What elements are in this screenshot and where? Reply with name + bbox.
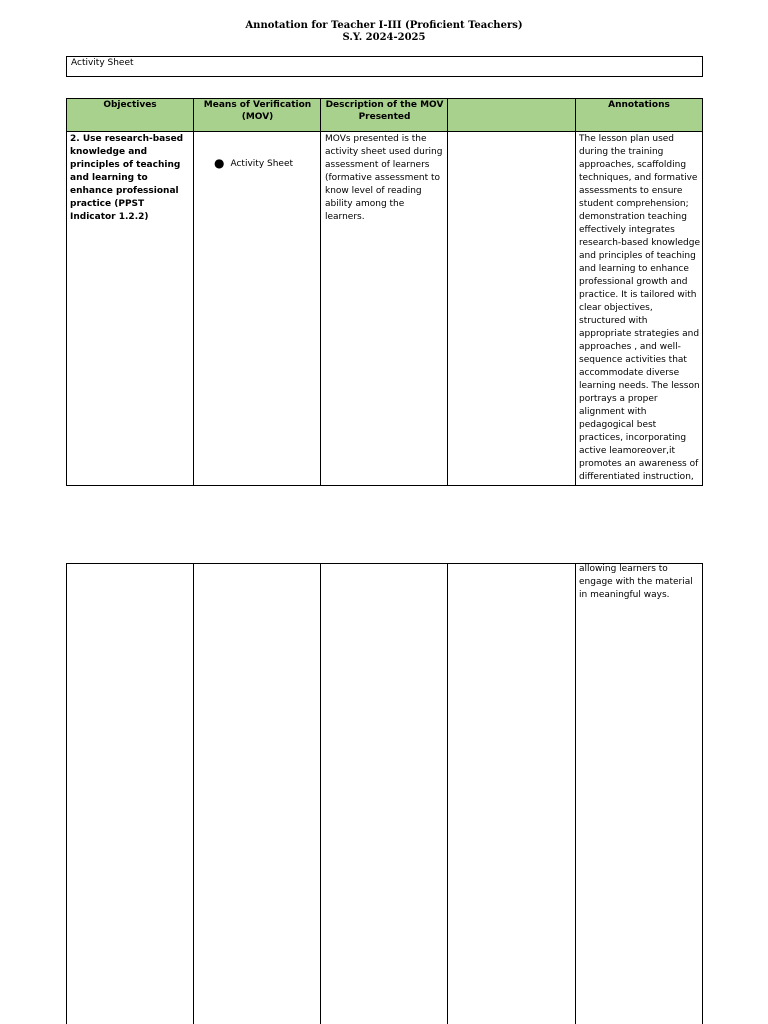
objective-cell: 2. Use research-based knowledge and principles of teaching and learning to enhance professional practice (PPST Indicator 1.2.2) (70, 134, 184, 222)
header-description: Description of the MOV Presented (321, 98, 448, 132)
header-blank (448, 98, 575, 132)
column-divider (66, 98, 67, 486)
column-divider (193, 98, 194, 486)
column-divider (575, 563, 576, 1024)
annotation-cell: The lesson plan used during the training approaches, scaffolding techniques, and formative assessments to ensure student comprehension; demonstration teaching effectively integrates research-based knowledge and principles of teaching and learning to enhance professional growth and practice. It is tailored with clear objectives, structured with appropriate strategies and approaches , and well-sequence activities that accommodate diverse learning needs. The lesson portrays a proper alignment with pedagogical best practices, incorporating active leamoreover,it promotes an awareness of differentiated instruction, (579, 134, 700, 482)
document-title: Annotation for Teacher I-III (Proficient Teachers) (245, 20, 523, 31)
activity-sheet-label: Activity Sheet (71, 58, 134, 68)
annotation-cell-continued: allowing learners to engage with the material in meaningful ways. (579, 564, 693, 600)
header-annotations: Annotations (575, 98, 703, 132)
mov-list-item (214, 157, 293, 171)
header-objectives: Objectives (66, 98, 194, 132)
table-header-divider (66, 131, 703, 132)
column-divider (702, 563, 703, 1024)
column-divider (193, 563, 194, 1024)
school-year: S.Y. 2024-2025 (342, 32, 426, 43)
column-divider (575, 98, 576, 486)
column-divider (447, 563, 448, 1024)
column-divider (66, 563, 67, 1024)
description-cell: MOVs presented is the activity sheet used during assessment of learners (formative assessment to know level of reading ability among the learners. (325, 134, 443, 222)
column-divider (320, 98, 321, 486)
mov-item-label: Activity Sheet (230, 159, 294, 169)
column-divider (702, 98, 703, 486)
table-border-bottom (66, 485, 703, 486)
header-mov: Means of Verification (MOV) (194, 98, 321, 132)
column-divider (447, 98, 448, 486)
column-divider (320, 563, 321, 1024)
bullet-icon: ● (214, 156, 225, 170)
table-border-top (66, 98, 703, 99)
activity-sheet-box (66, 56, 703, 77)
